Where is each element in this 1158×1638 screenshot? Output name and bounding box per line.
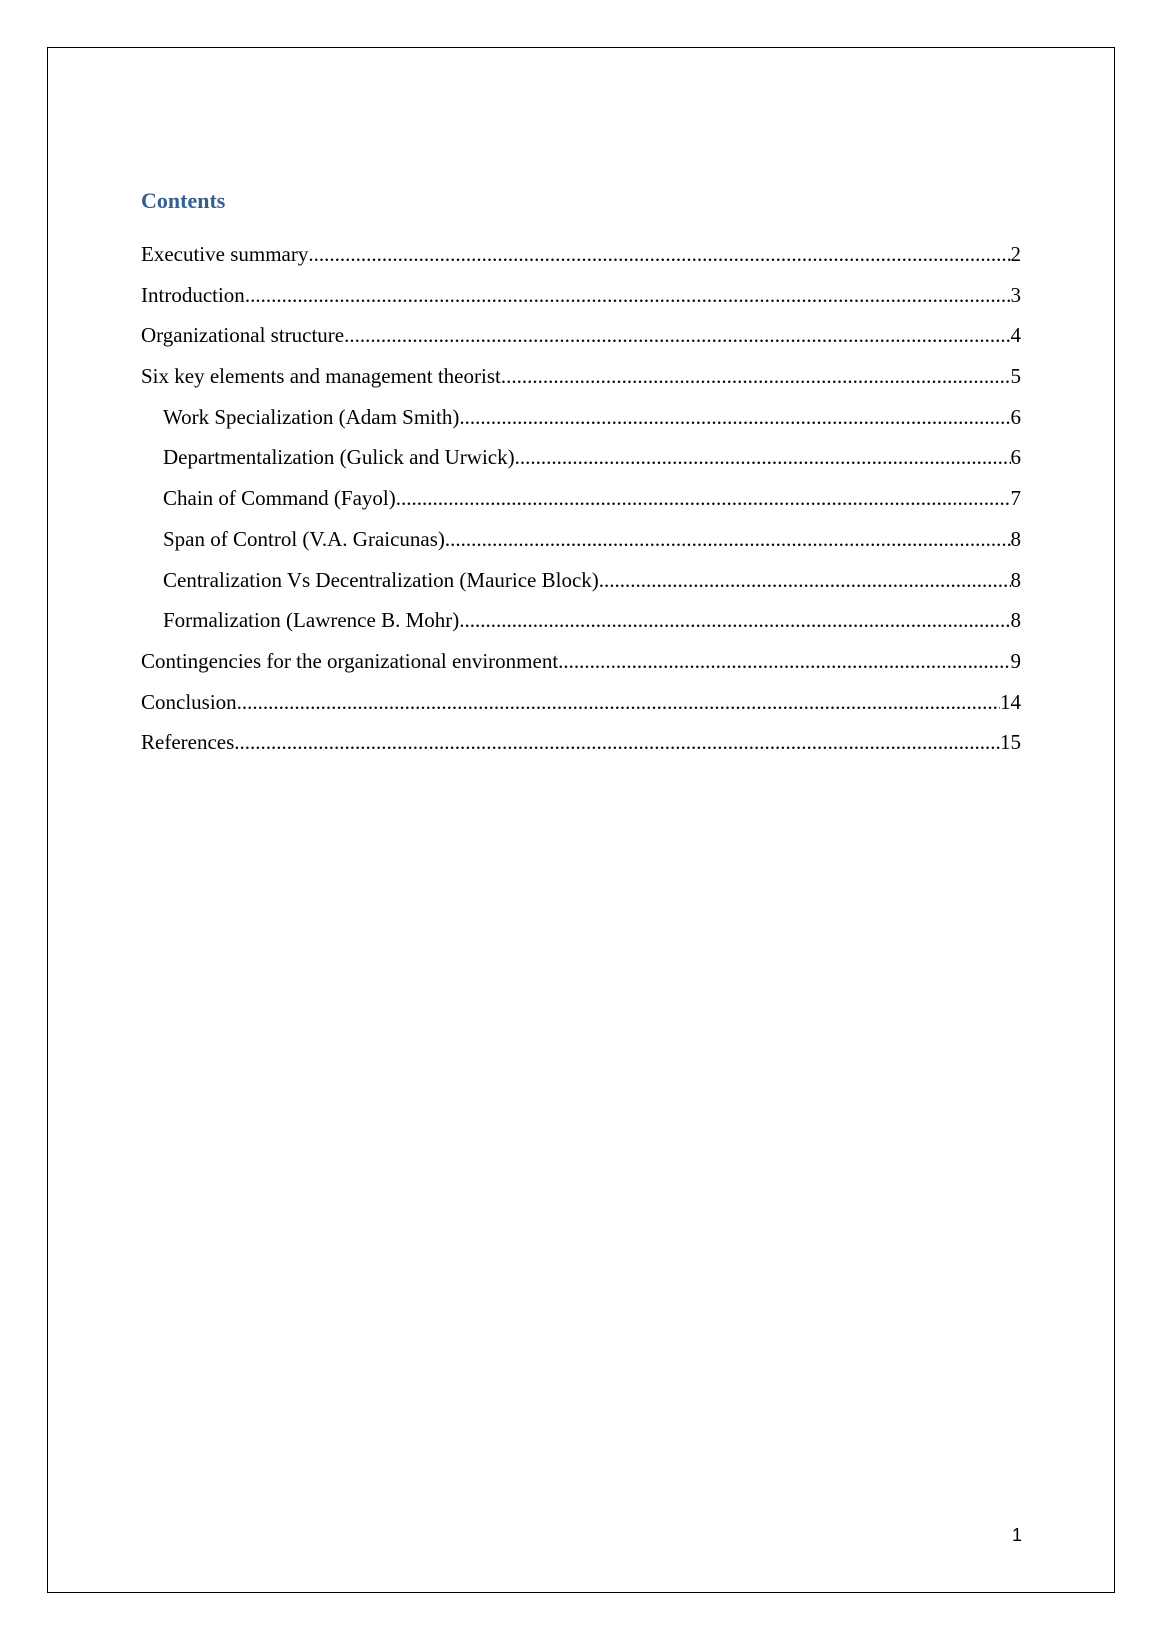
toc-entry-title: Organizational structure	[141, 323, 345, 348]
toc-entry-page: 3	[1010, 282, 1021, 307]
toc-entry-title: Conclusion	[141, 689, 237, 714]
toc-dot-leader	[501, 362, 1011, 390]
toc-entry[interactable]	[141, 240, 1021, 281]
toc-entry-title: Contingencies for the organizational environment	[141, 648, 559, 673]
toc-dot-leader	[558, 647, 1010, 675]
toc-entry-title: Centralization Vs Decentralization (Maurice Block)	[163, 567, 599, 592]
toc-entry-title: Span of Control (V.A. Graicunas)	[163, 526, 445, 551]
toc-entry-page: 14	[1000, 689, 1021, 714]
page-number: 1	[1011, 1525, 1022, 1545]
toc-dot-leader	[344, 321, 1010, 349]
toc-entry-page: 6	[1010, 445, 1021, 470]
toc-dot-leader	[396, 484, 1011, 512]
toc-entry-page: 15	[1000, 730, 1021, 755]
toc-entry-title: Departmentalization (Gulick and Urwick)	[163, 445, 515, 470]
toc-entry-page: 8	[1010, 567, 1021, 592]
toc-entry[interactable]	[141, 566, 1021, 607]
toc-dot-leader	[445, 525, 1011, 553]
toc-entry-title: Chain of Command (Fayol)	[163, 486, 396, 511]
toc-entry-title: Introduction	[141, 282, 245, 307]
toc-dot-leader	[459, 403, 1010, 431]
toc-dot-leader	[308, 240, 1010, 268]
toc-dot-leader	[234, 728, 1000, 756]
toc-entry[interactable]	[141, 443, 1021, 484]
toc-dot-leader	[599, 566, 1011, 594]
toc-dot-leader	[245, 281, 1011, 309]
toc-entry-page: 9	[1010, 648, 1021, 673]
toc-entry-page: 8	[1010, 608, 1021, 633]
toc-entry[interactable]	[141, 688, 1021, 729]
toc-entry[interactable]	[141, 647, 1021, 688]
toc-entry-title: Work Specialization (Adam Smith)	[163, 404, 460, 429]
toc-entry-title: Executive summary	[141, 242, 309, 266]
toc-entry[interactable]	[141, 728, 1021, 769]
toc-entry-title: References	[141, 730, 235, 755]
toc-entry[interactable]	[141, 362, 1021, 403]
toc-entry-page: 6	[1010, 404, 1021, 429]
toc-entry-page: 8	[1010, 526, 1021, 551]
toc-entry-page: 4	[1010, 323, 1021, 348]
toc-entry-page: 5	[1010, 364, 1021, 389]
toc-dot-leader	[515, 443, 1011, 471]
toc-dot-leader	[237, 688, 1000, 716]
toc-heading: Contents	[141, 188, 226, 213]
toc-entry[interactable]	[141, 321, 1021, 362]
toc-entry[interactable]	[141, 403, 1021, 444]
toc-entry[interactable]	[141, 281, 1021, 322]
toc-entry-title: Formalization (Lawrence B. Mohr)	[163, 608, 460, 633]
toc-entry-page: 7	[1010, 486, 1021, 511]
table-of-contents	[141, 240, 1021, 769]
toc-dot-leader	[459, 606, 1010, 634]
toc-entry[interactable]	[141, 525, 1021, 566]
toc-entry[interactable]	[141, 606, 1021, 647]
toc-entry-title: Six key elements and management theorist	[141, 364, 501, 389]
toc-entry-page: 2	[1010, 242, 1021, 266]
toc-entry[interactable]	[141, 484, 1021, 525]
